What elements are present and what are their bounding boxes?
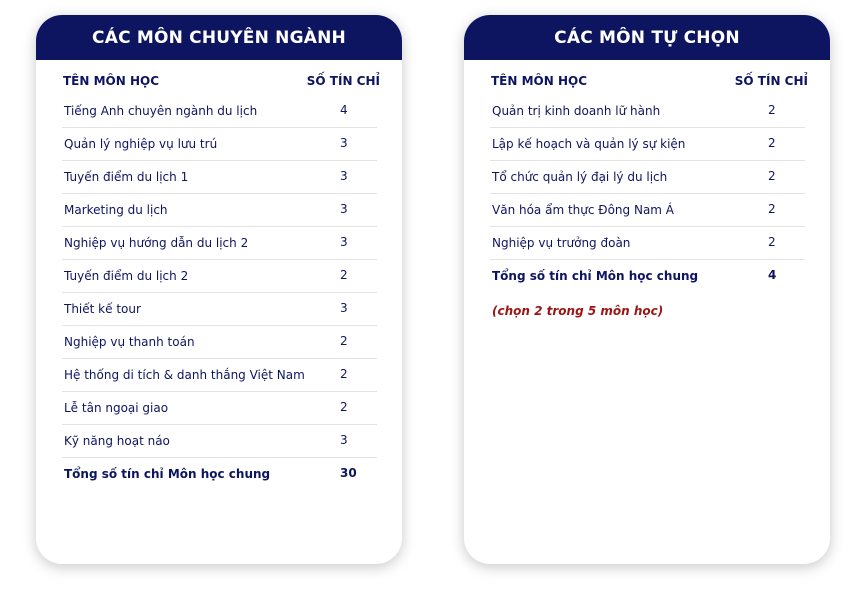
table-row [62, 260, 377, 293]
subject-credits: 3 [340, 202, 348, 216]
column-header-credits: SỐ TÍN CHỈ [306, 74, 380, 88]
subject-credits: 3 [340, 169, 348, 183]
subject-name: Nghiệp vụ trưởng đoàn [492, 236, 631, 250]
subject-credits: 3 [340, 301, 348, 315]
subject-credits: 2 [340, 268, 348, 282]
table-row [62, 392, 377, 425]
subject-name: Thiết kế tour [64, 302, 141, 316]
subject-list [490, 95, 805, 293]
subject-credits: 2 [340, 367, 348, 381]
subject-name: Marketing du lịch [64, 203, 168, 217]
table-row [62, 161, 377, 194]
subject-name: Tiếng Anh chuyên ngành du lịch [64, 104, 258, 118]
total-credits: 4 [768, 268, 777, 282]
table-row [490, 128, 805, 161]
subject-name: Nghiệp vụ hướng dẫn du lịch 2 [64, 236, 249, 250]
subject-name: Nghiệp vụ thanh toán [64, 335, 195, 349]
subject-name: Quản lý nghiệp vụ lưu trú [64, 137, 218, 151]
total-row [62, 458, 377, 491]
subject-credits: 2 [768, 169, 776, 183]
total-row [490, 260, 805, 293]
table-row [62, 194, 377, 227]
table-row [62, 293, 377, 326]
subject-name: Tổ chức quản lý đại lý du lịch [492, 170, 668, 184]
subject-credits: 2 [768, 103, 776, 117]
elective-subjects-card [464, 15, 830, 564]
table-row [62, 326, 377, 359]
selection-note: (chọn 2 trong 5 môn học) [492, 304, 664, 318]
subject-name: Văn hóa ẩm thực Đông Nam Á [492, 203, 675, 217]
subject-name: Kỹ năng hoạt náo [64, 434, 170, 448]
column-header-subject: TÊN MÔN HỌC [63, 74, 160, 88]
card-title: CÁC MÔN CHUYÊN NGÀNH [36, 15, 402, 60]
subject-name: Hệ thống di tích & danh thắng Việt Nam [64, 368, 305, 382]
table-row [490, 95, 805, 128]
table-row [62, 95, 377, 128]
subject-credits: 3 [340, 235, 348, 249]
card-title: CÁC MÔN TỰ CHỌN [464, 15, 830, 60]
subject-name: Lễ tân ngoại giao [64, 401, 169, 415]
specialized-subjects-card [36, 15, 402, 564]
subject-name: Lập kế hoạch và quản lý sự kiện [492, 137, 686, 151]
total-credits: 30 [340, 466, 357, 480]
subject-credits: 2 [768, 235, 776, 249]
subject-name: Tuyến điểm du lịch 2 [64, 269, 189, 283]
subject-credits: 2 [340, 334, 348, 348]
table-row [490, 161, 805, 194]
column-header-subject: TÊN MÔN HỌC [491, 74, 588, 88]
subject-credits: 3 [340, 433, 348, 447]
column-header-credits: SỐ TÍN CHỈ [734, 74, 808, 88]
table-row [62, 359, 377, 392]
subject-credits: 3 [340, 136, 348, 150]
subject-name: Quản trị kinh doanh lữ hành [492, 104, 661, 118]
subject-list [62, 95, 377, 491]
table-row [62, 425, 377, 458]
table-row [62, 128, 377, 161]
subject-name: Tuyến điểm du lịch 1 [64, 170, 189, 184]
table-row [490, 194, 805, 227]
total-label: Tổng số tín chỉ Môn học chung [492, 269, 699, 283]
total-label: Tổng số tín chỉ Môn học chung [64, 467, 271, 481]
subject-credits: 4 [340, 103, 348, 117]
table-row [62, 227, 377, 260]
subject-credits: 2 [768, 136, 776, 150]
table-row [490, 227, 805, 260]
subject-credits: 2 [340, 400, 348, 414]
subject-credits: 2 [768, 202, 776, 216]
